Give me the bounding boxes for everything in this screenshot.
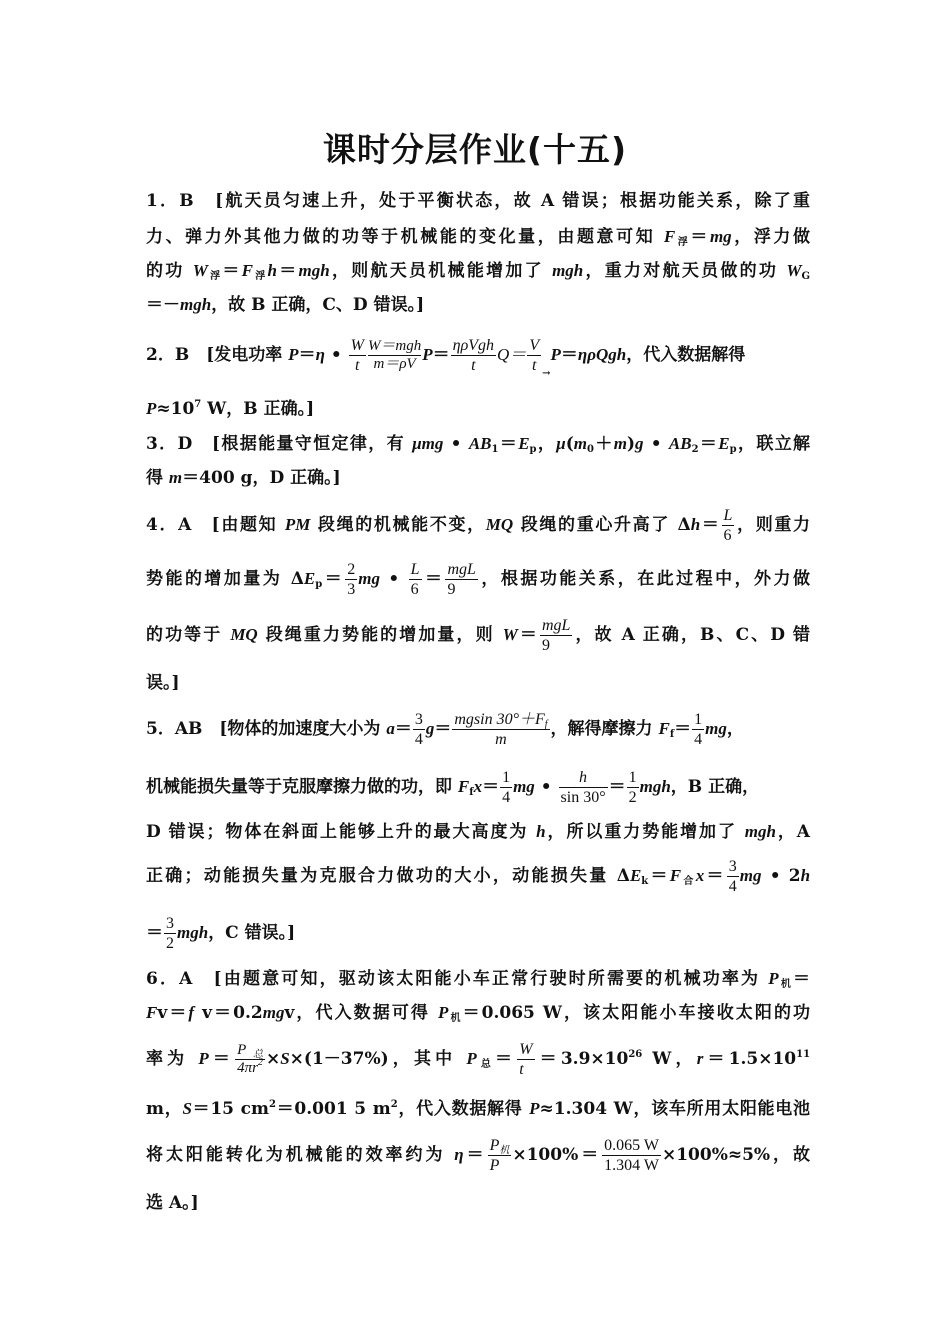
q6-sub: 机 <box>778 979 793 990</box>
q1-line-4 <box>146 294 810 316</box>
q6-var: mg <box>262 1003 285 1022</box>
q1-text: 1．B [航天员匀速上升，处于平衡状态，故 A 错误；根据功能关系，除了重 <box>146 191 810 211</box>
q1-var: mg <box>709 227 732 246</box>
q5-text: ＝ <box>648 866 670 886</box>
q1-text: ＝ <box>276 261 299 281</box>
q5-text: ，B 正确， <box>670 777 760 797</box>
q5-text: ＝ <box>608 777 626 797</box>
fraction: $\frac{3}{2}$ <box>166 915 174 952</box>
q5-text: ， <box>726 719 744 739</box>
q5-text: 机械能损失量等于克服摩擦力做的功，即 <box>146 777 458 797</box>
q6-text: ＝0.001 5 m <box>275 1099 391 1119</box>
q2-text: ，代入数据解得 <box>626 345 746 365</box>
q1-sub: 浮 <box>252 271 268 282</box>
q1-text: ＝ <box>222 261 242 281</box>
q2-text: ＝ <box>560 345 578 365</box>
q3-text: ， <box>536 434 557 454</box>
q4-var: W <box>502 625 518 644</box>
q6-var: v <box>194 1003 212 1023</box>
q5-text: D 错误；物体在斜面上能够上升的最大高度为 <box>146 822 537 842</box>
q3-text: ＋ <box>593 434 614 454</box>
q6-var: P <box>768 969 779 988</box>
fraction: $\frac{V}{t}$ <box>529 337 540 374</box>
fraction: $\frac{P_机}{P}$ <box>489 1137 510 1174</box>
q4-text: 的功等于 <box>146 625 231 645</box>
q5-line-5 <box>146 910 810 956</box>
q5-text: 5．AB [物体的加速度大小为 <box>146 719 387 739</box>
q2-text: W，B 正确。] <box>201 399 315 419</box>
q6-text: ×100%＝ <box>512 1145 602 1165</box>
q2-var: η <box>315 345 325 364</box>
arrow-icon: → <box>542 368 551 379</box>
q6-var: P <box>198 1049 209 1068</box>
q6-text: ＝3.9×10 <box>535 1049 629 1069</box>
q6-var: S <box>280 1049 290 1068</box>
q3-text: 得 <box>146 468 169 488</box>
q6-text: 选 A。] <box>146 1193 199 1213</box>
q6-text: ≈1.304 W，该车所用太阳能电池 <box>539 1099 810 1119</box>
q3-var: g <box>634 434 644 453</box>
q5-sub: 合 <box>681 876 696 887</box>
q5-var: mgh <box>744 822 776 841</box>
q3-var: m <box>168 468 183 487</box>
q5-var: x <box>473 777 483 796</box>
q6-text: 率为 <box>146 1049 199 1069</box>
q4-var: h <box>690 515 701 534</box>
q5-var: g <box>425 719 435 738</box>
q5-var: mgh <box>639 777 671 796</box>
q5-var: mg <box>705 719 727 738</box>
q3-sub: p <box>529 444 537 455</box>
q1-text: 的功 <box>146 261 193 281</box>
fraction: $\frac{\text{mgL}}{9}$ <box>447 561 476 598</box>
q3-var: E <box>718 434 730 453</box>
q2-line-1 <box>146 330 810 380</box>
q6-text: ＝ <box>463 1145 487 1165</box>
q2-var: P <box>146 399 157 418</box>
q6-var: F <box>146 1003 158 1022</box>
q1-text: 力、弹力外其他力做的功等于机械能的变化量，由题意可知 <box>146 227 664 247</box>
fraction: $\frac{\text{mgL}}{9}$ <box>541 617 571 654</box>
q6-sub: 机 <box>448 1013 463 1024</box>
q4-var: MQ <box>230 625 258 644</box>
q6-sup: 26 <box>628 1049 643 1060</box>
q6-sup: 11 <box>796 1049 811 1060</box>
q3-text: ) <box>626 434 635 454</box>
q3-var: E <box>518 434 530 453</box>
q4-text: 段绳的机械能不变， <box>310 515 486 535</box>
q4-text: • <box>379 569 408 589</box>
q3-text: ＝ <box>498 434 519 454</box>
q5-line-1 <box>146 706 810 752</box>
q6-var: v <box>157 1003 168 1023</box>
page-title: 课时分层作业(十五) <box>322 130 628 169</box>
q3-text: • <box>643 434 669 454</box>
q4-text: ＝ <box>700 515 721 535</box>
q6-line-1 <box>146 968 810 990</box>
fraction: $\frac{W}{t}$ <box>519 1041 533 1078</box>
fraction: $\frac{L}{6}$ <box>723 507 733 544</box>
q1-var: mgh <box>298 261 330 280</box>
q6-line-4 <box>146 1098 810 1120</box>
q4-line-2 <box>146 556 810 602</box>
q5-var: h <box>536 822 546 841</box>
q6-text: ＝ <box>167 1003 189 1023</box>
fraction: $\frac{W}{t}$ <box>350 337 364 374</box>
q5-var: F <box>457 777 470 796</box>
q5-text: ，所以重力势能增加了 <box>545 822 745 842</box>
q5-sub: f <box>669 729 675 740</box>
fraction: $\frac{\text{ηρVgh}}{t}$ <box>452 337 495 374</box>
q5-text: 正确；动能损失量为克服合力做功的大小，动能损失量 Δ <box>146 866 630 886</box>
q2-var: ηρQgh <box>577 345 627 364</box>
q6-var: S <box>182 1099 192 1118</box>
q1-sub: G <box>801 271 811 282</box>
q1-text: ＝ <box>690 227 710 247</box>
q5-var: a <box>386 719 395 738</box>
q6-text: ×100%≈5%，故 <box>661 1145 810 1165</box>
q6-text: ＝ <box>495 1049 517 1069</box>
q1-var: F <box>663 227 676 246</box>
q5-text: ＝ <box>394 719 412 739</box>
q6-line-5 <box>146 1132 810 1178</box>
q5-text: ＝ <box>482 777 500 797</box>
q2-text: 2．B [发电功率 <box>146 345 289 365</box>
q6-var: v <box>284 1003 295 1023</box>
q5-text: ，C 错误。] <box>208 923 296 943</box>
q5-text: ＝ <box>434 719 452 739</box>
q4-text: 4．A [由题知 <box>146 515 285 535</box>
derivation-arrow: W＝mgh m＝ρV <box>367 338 422 372</box>
q3-line-2 <box>146 467 810 489</box>
fraction: $\frac{3}{4}$ <box>414 711 423 748</box>
q1-sub: 浮 <box>207 271 223 282</box>
q5-line-3 <box>146 821 810 843</box>
q2-sup: 7 <box>194 399 202 410</box>
q4-text: 势能的增加量为 Δ <box>146 569 304 589</box>
q3-var: μmg <box>412 434 444 453</box>
q4-var: mg <box>358 569 380 588</box>
q5-text: ＝ <box>674 719 692 739</box>
q5-var: x <box>695 866 705 885</box>
q6-text: ×(1－37%)，其中 <box>289 1049 467 1069</box>
q3-var: μ <box>556 434 566 453</box>
q4-text: ，故 A 正确，B、C、D 错 <box>573 625 810 645</box>
q3-sub: 0 <box>587 444 594 455</box>
q3-text: ，联立解 <box>736 434 811 454</box>
q1-text: ，重力对航天员做的功 <box>583 261 787 281</box>
q6-text: × <box>265 1049 281 1069</box>
q1-var: mgh <box>552 261 584 280</box>
q4-sub: p <box>315 579 323 590</box>
q6-sub: 总 <box>476 1059 496 1070</box>
q6-var: P <box>529 1099 540 1118</box>
q5-text: ＝ <box>704 866 726 886</box>
q3-text: 3．D [根据能量守恒定律，有 <box>146 434 413 454</box>
q1-text: ，则航天员机械能增加了 <box>329 261 553 281</box>
q6-text: ＝ <box>208 1049 235 1069</box>
q4-text: ＝ <box>422 569 445 589</box>
fraction: $\frac{mgsin 30^\circ+F_f}{m}$ <box>454 711 548 748</box>
q4-line-3 <box>146 612 810 658</box>
q5-var: F <box>658 719 670 738</box>
q6-text: ＝15 cm <box>191 1099 269 1119</box>
q3-text: ＝ <box>698 434 719 454</box>
q1-var: mgh <box>180 295 212 314</box>
q1-var: W <box>192 261 208 280</box>
q2-text: • <box>324 345 348 365</box>
q6-text: 6．A [由题意可知，驱动该太阳能小车正常行驶时所需要的机械功率为 <box>146 969 769 989</box>
q4-text: 误。] <box>146 673 180 693</box>
q1-var: W <box>786 261 802 280</box>
q4-text: ＝ <box>517 625 539 645</box>
q4-text: 段绳重力势能的增加量，则 <box>257 625 503 645</box>
q6-sup: 2 <box>390 1099 398 1110</box>
q6-text: W， <box>642 1049 697 1069</box>
q6-text: ＝ <box>793 969 810 989</box>
q6-sup: 2 <box>269 1099 276 1110</box>
fraction: $\frac{P_总}{4\pi r^2}$ <box>237 1042 263 1076</box>
q5-var: mg <box>739 866 762 885</box>
q4-line-1 <box>146 502 810 548</box>
q5-var: mgh <box>177 923 209 942</box>
q3-var: m <box>613 434 627 453</box>
q6-line-2 <box>146 1002 810 1024</box>
q5-line-2 <box>146 764 810 810</box>
q5-text: ，A <box>775 822 810 842</box>
q6-var: f <box>188 1003 195 1022</box>
q5-var: h <box>800 866 811 885</box>
q3-sub: 2 <box>691 444 699 455</box>
q1-line-2 <box>146 226 810 248</box>
q4-var: PM <box>284 515 311 534</box>
q4-var: E <box>303 569 316 588</box>
q2-var: P <box>550 345 561 364</box>
q6-var: P <box>438 1003 449 1022</box>
q1-line-1 <box>146 190 810 212</box>
fraction: $\frac{1}{4}$ <box>502 769 511 806</box>
q4-var: MQ <box>485 515 514 534</box>
q3-sub: p <box>729 444 737 455</box>
q3-line-1 <box>146 433 810 455</box>
q3-var: AB <box>668 434 692 453</box>
q6-text: ，代入数据解得 <box>397 1099 530 1119</box>
fraction: $\frac{3}{4}$ <box>728 858 737 895</box>
fraction: $\frac{1}{4}$ <box>694 711 703 748</box>
q3-text: ( <box>565 434 574 454</box>
q5-text: ，解得摩擦力 <box>550 719 659 739</box>
q6-var: η <box>454 1145 464 1164</box>
q5-text: • 2 <box>761 866 801 886</box>
q1-var: h <box>267 261 277 280</box>
q5-var: mg <box>513 777 535 796</box>
q3-var: m <box>573 434 588 453</box>
q6-var: P <box>466 1049 477 1068</box>
q6-var: r <box>696 1049 704 1068</box>
q5-text: • <box>534 777 558 797</box>
q1-text: ＝－ <box>146 295 180 315</box>
q4-text: ＝ <box>322 569 345 589</box>
fraction: $\frac{1}{2}$ <box>628 769 637 806</box>
fraction: $\frac{h}{\sin 30^\circ}$ <box>560 769 606 806</box>
q2-text: Q＝ <box>497 345 527 364</box>
q6-text: m， <box>146 1099 183 1119</box>
fraction: $\frac{L}{6}$ <box>410 561 420 598</box>
q5-var: F <box>669 866 682 885</box>
q4-line-4 <box>146 672 810 694</box>
q1-var: F <box>241 261 253 280</box>
q6-line-3 <box>146 1036 810 1082</box>
q2-text: ＝ <box>298 345 316 365</box>
q6-text: ，代入数据可得 <box>294 1003 438 1023</box>
q4-text: ，根据功能关系，在此过程中，外力做 <box>478 569 811 589</box>
q5-line-4 <box>146 853 810 899</box>
fraction: $\frac{2}{3}$ <box>347 561 356 598</box>
q5-var: E <box>629 866 642 885</box>
q3-sub: 1 <box>491 444 499 455</box>
q4-text: ，则重力 <box>735 515 811 535</box>
q6-text: ＝1.5×10 <box>703 1049 797 1069</box>
q6-line-6 <box>146 1192 810 1214</box>
q1-line-3 <box>146 260 810 282</box>
q2-var: P <box>288 345 299 364</box>
q5-text: ＝ <box>146 923 163 943</box>
q1-sub: 浮 <box>675 237 691 248</box>
q3-text: • <box>443 434 469 454</box>
q6-text: ＝0.2 <box>211 1003 263 1023</box>
q6-text: ＝0.065 W，该太阳能小车接收太阳的功 <box>462 1003 811 1023</box>
q3-var: AB <box>468 434 492 453</box>
q2-text: ＝ <box>432 345 450 365</box>
fraction: $\frac{0.065 W}{1.304 W}$ <box>604 1137 659 1174</box>
q5-sub: k <box>641 876 649 887</box>
q1-text: ，故 B 正确，C、D 错误。] <box>211 295 425 315</box>
q3-text: ＝400 g，D 正确。] <box>182 468 341 488</box>
q2-text: ≈10 <box>156 399 195 419</box>
q6-text: 将太阳能转化为机械能的效率约为 <box>146 1145 455 1165</box>
q4-text: 段绳的重心升高了 Δ <box>513 515 691 535</box>
q2-line-2 <box>146 398 810 420</box>
q2-var: P <box>422 345 433 364</box>
q5-sub: f <box>469 787 474 798</box>
q1-text: ，浮力做 <box>731 227 811 247</box>
